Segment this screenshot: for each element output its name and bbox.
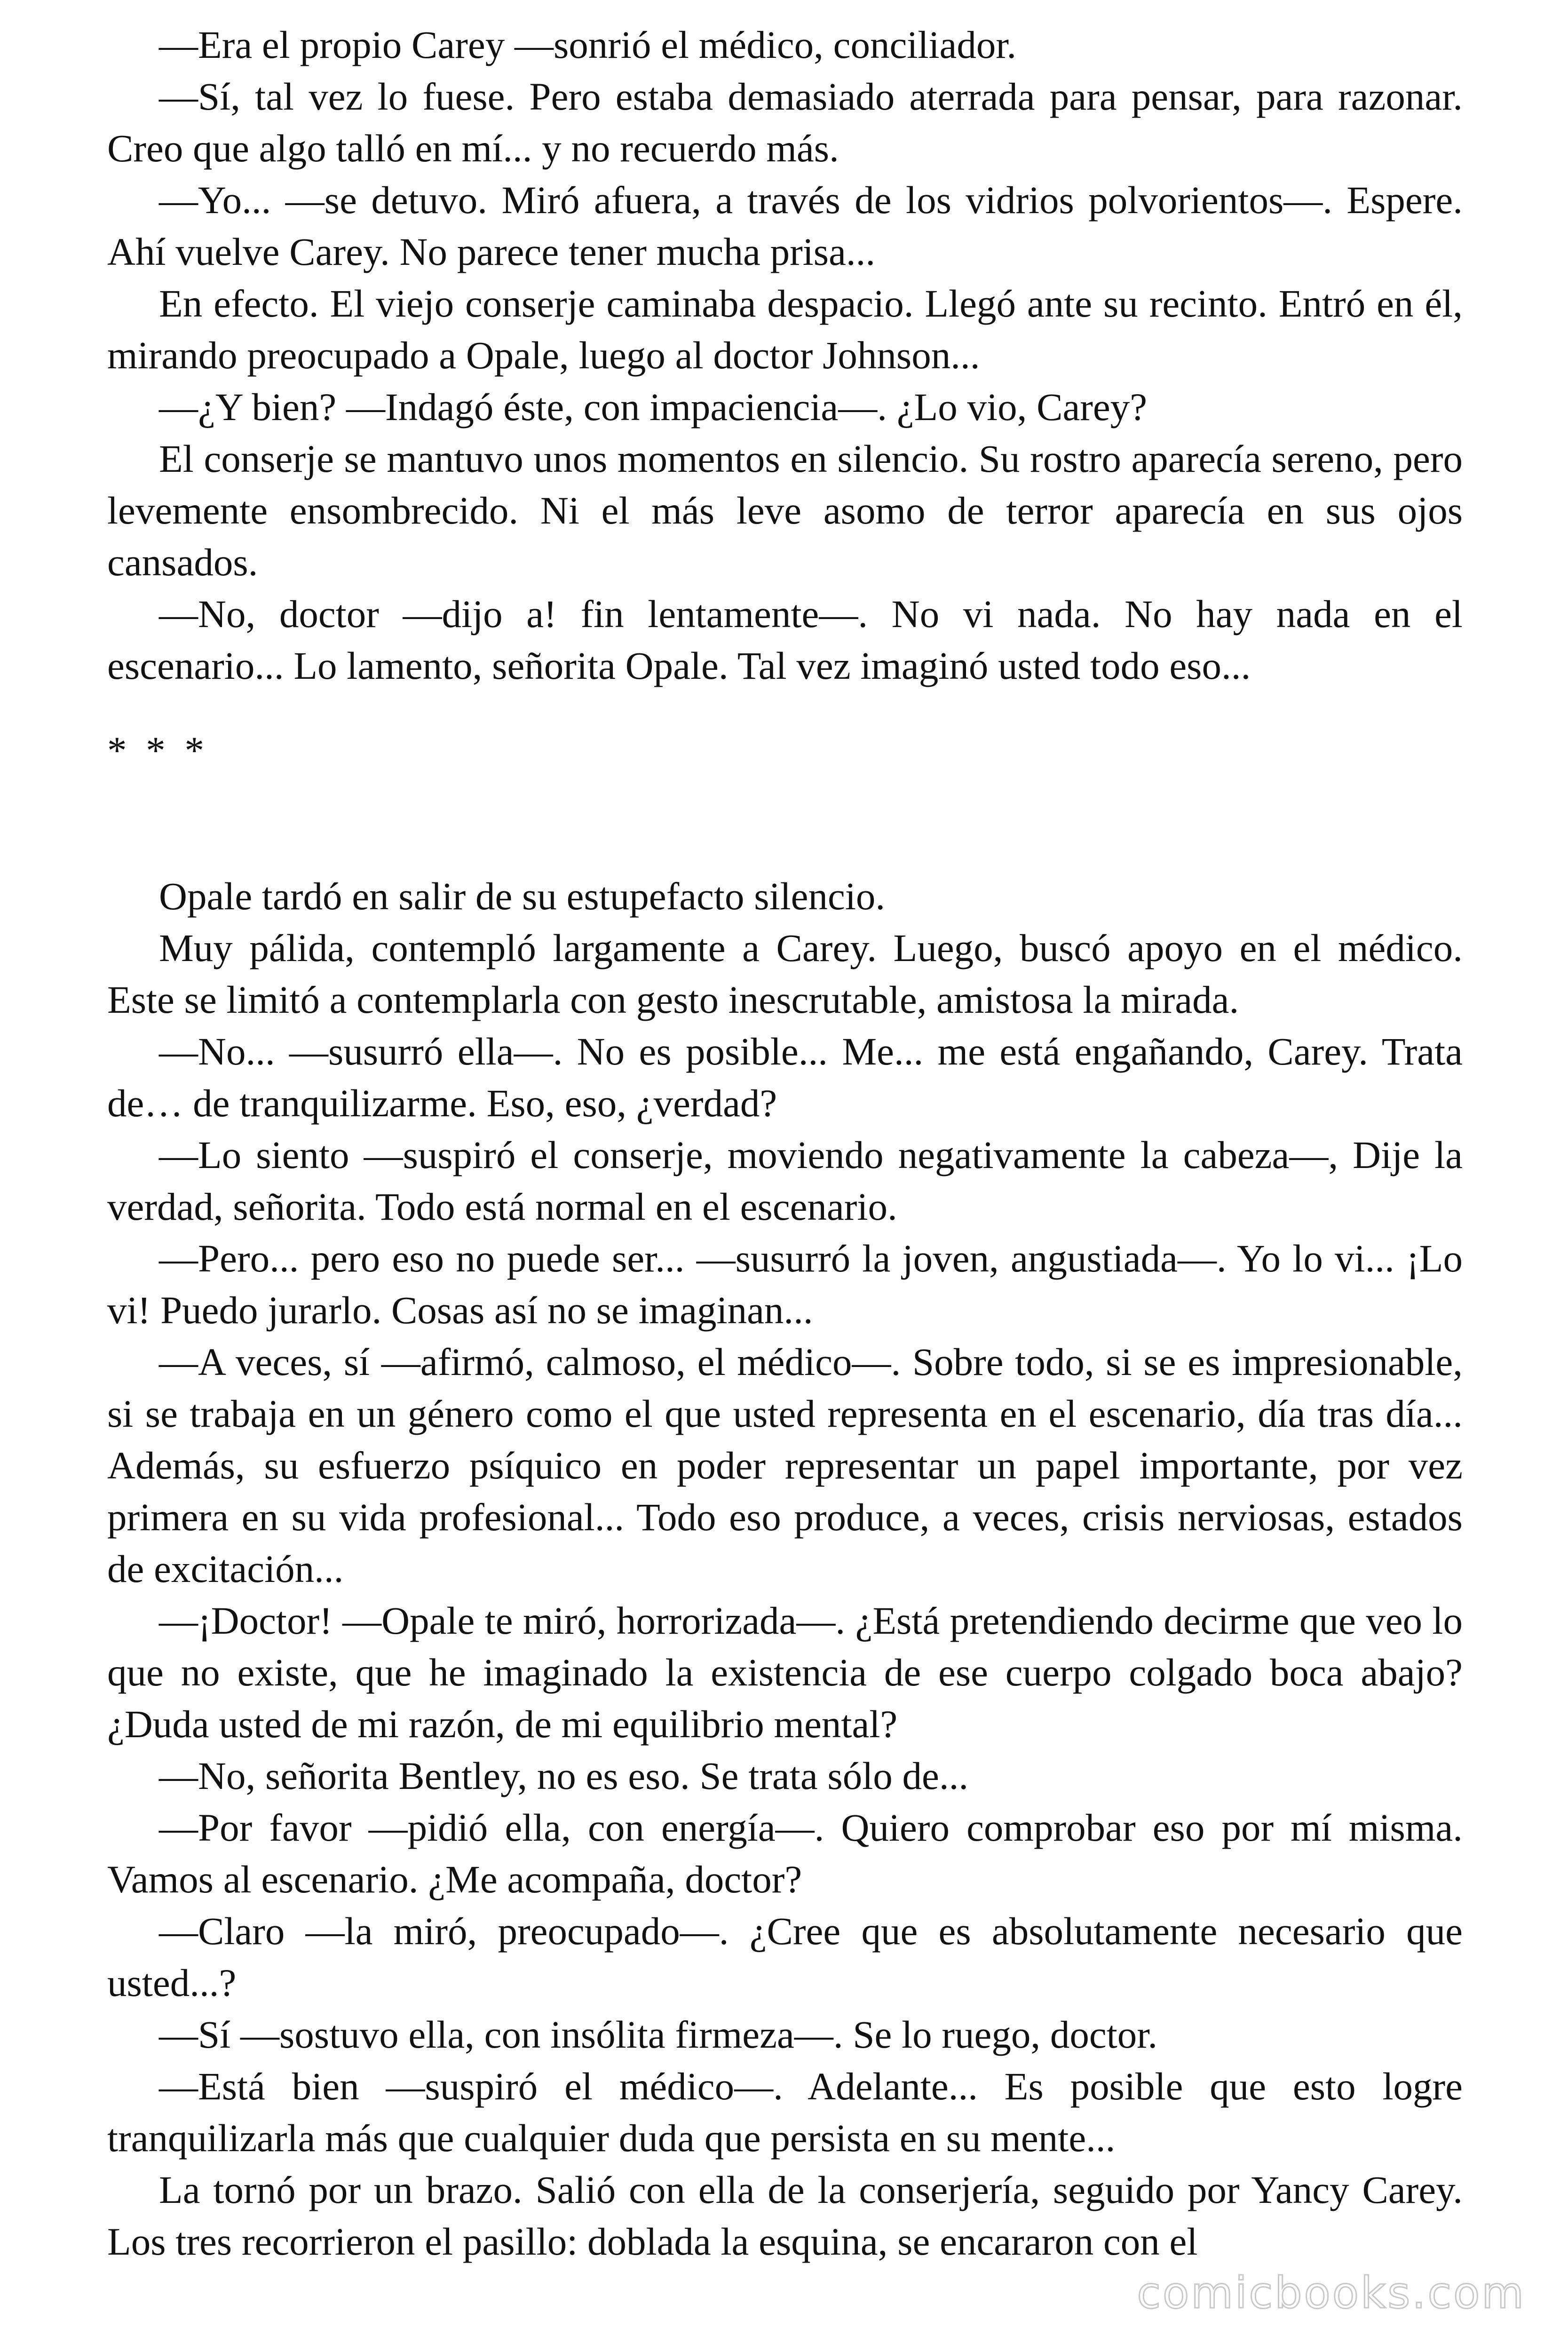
paragraph: En efecto. El viejo conserje caminaba despacio. Llegó ante su recinto. Entró en él, mirando preocupado a Opale, luego al doctor Johnson... xyxy=(107,282,1463,377)
paragraph: Opale tardó en salir de su estupefacto silencio. xyxy=(159,874,886,918)
paragraph: —A veces, sí —afirmó, calmoso, el médico—. Sobre todo, si se es impresionable, si se trabaja en un género como el que usted representa en el escenario, día tras día... Además, su esfuerzo psíquico en poder representar un papel importante, por vez primera en su vida profesional... Todo eso produce, a veces, crisis nerviosas, estados de excitación... xyxy=(107,1340,1463,1590)
paragraph: El conserje se mantuvo unos momentos en silencio. Su rostro aparecía sereno, pero levemente ensombrecido. Ni el más leve asomo de terror aparecía en sus ojos cansados. xyxy=(107,437,1463,584)
paragraph: —No, doctor —dijo a! fin lentamente—. No vi nada. No hay nada en el escenario... Lo lamento, señorita Opale. Tal vez imaginó usted todo eso... xyxy=(107,592,1463,687)
paragraph: —No, señorita Bentley, no es eso. Se trata sólo de... xyxy=(159,1754,969,1797)
section-break: * * * xyxy=(107,729,209,772)
paragraph: —Sí, tal vez lo fuese. Pero estaba demasiado aterrada para pensar, para razonar. Creo que algo talló en mí... y no recuerdo más. xyxy=(107,75,1463,170)
paragraph: —Yo... —se detuvo. Miró afuera, a través de los vidrios polvorientos—. Espere. Ahí vuelve Carey. No parece tener mucha prisa... xyxy=(107,178,1463,273)
page-text xyxy=(107,19,1463,2267)
paragraph: —Está bien —suspiró el médico—. Adelante... Es posible que esto logre tranquilizarla más que cualquier duda que persista en su mente... xyxy=(107,2065,1463,2160)
paragraph: —Era el propio Carey —sonrió el médico, conciliador. xyxy=(159,23,1017,66)
paragraph: —Por favor —pidió ella, con energía—. Quiero comprobar eso por mí misma. Vamos al escenario. ¿Me acompaña, doctor? xyxy=(107,1806,1463,1901)
paragraph: —Lo siento —suspiró el conserje, moviendo negativamente la cabeza—, Dije la verdad, señorita. Todo está normal en el escenario. xyxy=(107,1133,1463,1228)
watermark: comicbooks.com xyxy=(1137,2268,1526,2318)
paragraph: —Sí —sostuvo ella, con insólita firmeza—. Se lo ruego, doctor. xyxy=(159,2013,1158,2056)
paragraph: —¡Doctor! —Opale te miró, horrorizada—. ¿Está pretendiendo decirme que veo lo que no existe, que he imaginado la existencia de ese cuerpo colgado boca abajo? ¿Duda usted de mi razón, de mi equilibrio mental? xyxy=(107,1599,1463,1746)
paragraph: La tornó por un brazo. Salió con ella de la conserjería, seguido por Yancy Carey. Los tres recorrieron el pasillo: doblada la esquina, se encararon con el xyxy=(107,2168,1463,2263)
paragraph: —¿Y bien? —Indagó éste, con impaciencia—. ¿Lo vio, Carey? xyxy=(159,385,1148,429)
paragraph: —Claro —la miró, preocupado—. ¿Cree que es absolutamente necesario que usted...? xyxy=(107,1909,1463,2004)
paragraph: —No... —susurró ella—. No es posible... Me... me está engañando, Carey. Trata de… de tranquilizarme. Eso, eso, ¿verdad? xyxy=(107,1030,1463,1125)
paragraph: —Pero... pero eso no puede ser... —susurró la joven, angustiada—. Yo lo vi... ¡Lo vi! Puedo jurarlo. Cosas así no se imaginan... xyxy=(107,1237,1463,1332)
paragraph: Muy pálida, contempló largamente a Carey. Luego, buscó apoyo en el médico. Este se limitó a contemplarla con gesto inescrutable, amistosa la mirada. xyxy=(107,926,1463,1021)
